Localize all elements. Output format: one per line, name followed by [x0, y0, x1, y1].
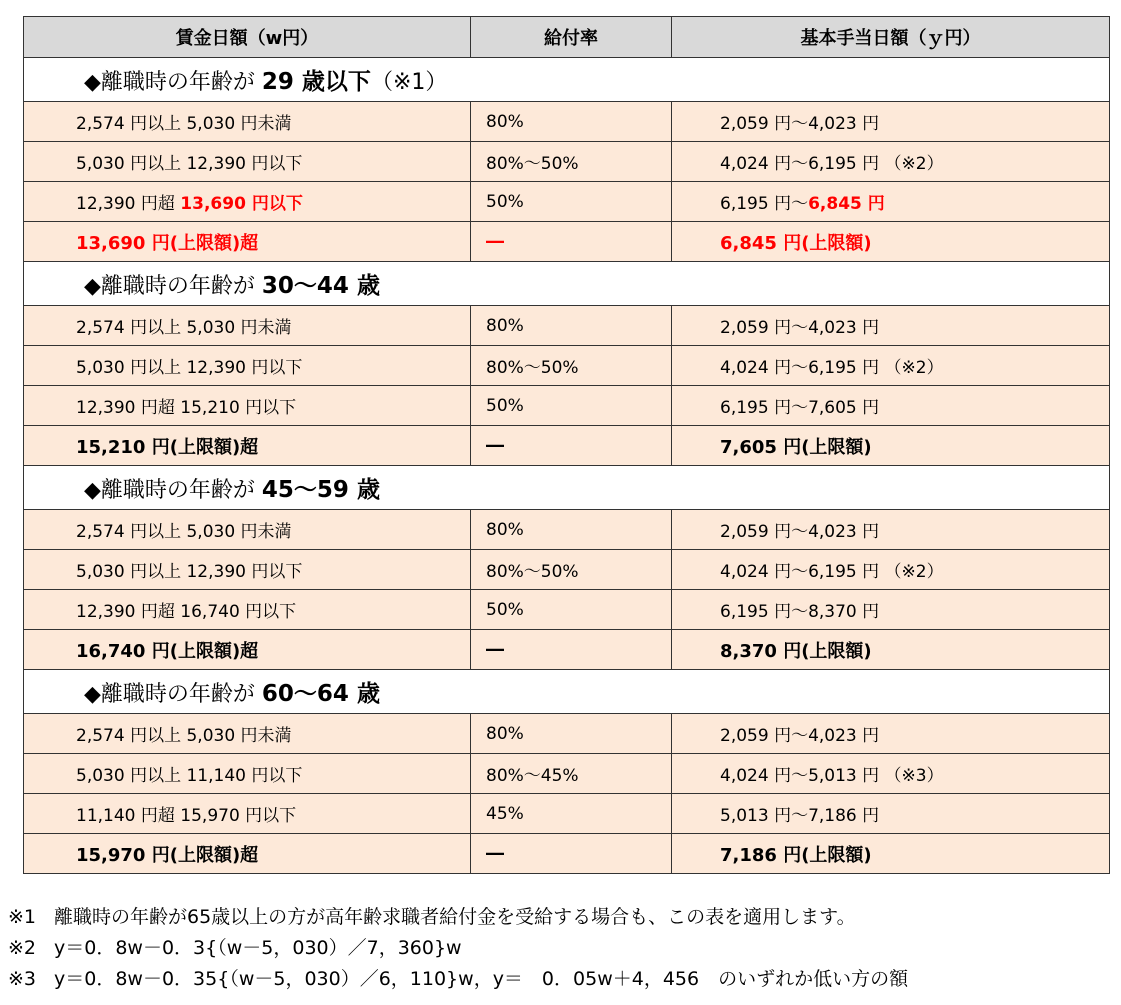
table-row	[24, 794, 1110, 834]
rate-cell: 80%～50%	[471, 142, 672, 182]
rate-cell: ―	[471, 630, 672, 670]
wage-cap-cell: 15,210 円(上限額)超	[24, 426, 471, 466]
footnote-mark: ※1	[8, 906, 37, 928]
header-wage: 賃金日額（w円）	[24, 17, 471, 58]
footnote-text: 離職時の年齢が65歳以上の方が高年齢求職者給付金を受給する場合も、この表を適用します。	[54, 906, 856, 928]
rate-cell: 80%	[471, 510, 672, 550]
footnote-mark: ※3	[8, 968, 37, 990]
cap-row	[24, 222, 1110, 262]
basic-cell	[672, 182, 1110, 222]
footnote-1	[8, 902, 1118, 933]
table-row	[24, 714, 1110, 754]
basic-cell: 4,024 円～6,195 円 （※2）	[672, 346, 1110, 386]
basic-cell: 6,195 円～7,605 円	[672, 386, 1110, 426]
basic-cap-cell: 8,370 円(上限額)	[672, 630, 1110, 670]
table-row	[24, 550, 1110, 590]
section-heading-age-45-59	[24, 466, 1110, 510]
basic-lower: 6,195 円～	[720, 194, 809, 214]
section-heading-age-60-64	[24, 670, 1110, 714]
rate-cell: 45%	[471, 794, 672, 834]
section-age: 30～44 歳	[261, 273, 380, 299]
header-rate: 給付率	[471, 17, 672, 58]
basic-cap-cell: 7,605 円(上限額)	[672, 426, 1110, 466]
section-lead: ◆離職時の年齢が	[84, 478, 262, 503]
table-header-row	[24, 17, 1110, 58]
rate-cell: 50%	[471, 386, 672, 426]
wage-cell: 5,030 円以上 11,140 円以下	[24, 754, 471, 794]
benefit-table	[23, 16, 1110, 874]
table-row	[24, 306, 1110, 346]
footnote-mark: ※2	[8, 937, 37, 959]
basic-cell: 2,059 円～4,023 円	[672, 102, 1110, 142]
cap-row	[24, 426, 1110, 466]
wage-cell: 12,390 円超 16,740 円以下	[24, 590, 471, 630]
footnote-text: y＝0．8w－0．3{（w－5，030）／7，360}w	[54, 937, 462, 959]
rate-cell: 50%	[471, 182, 672, 222]
rate-cell: 80%～45%	[471, 754, 672, 794]
basic-upper-highlight: 6,845 円	[808, 194, 885, 214]
wage-cell	[24, 182, 471, 222]
table-row	[24, 346, 1110, 386]
basic-cap-cell: 6,845 円(上限額)	[672, 222, 1110, 262]
table-row	[24, 386, 1110, 426]
rate-cell: ―	[471, 222, 672, 262]
cap-row	[24, 834, 1110, 874]
wage-cell: 12,390 円超 15,210 円以下	[24, 386, 471, 426]
section-note-ref: （※1）	[370, 70, 448, 95]
wage-cell: 2,574 円以上 5,030 円未満	[24, 714, 471, 754]
table-row	[24, 754, 1110, 794]
basic-cell: 6,195 円～8,370 円	[672, 590, 1110, 630]
footnote-3	[8, 964, 1118, 995]
footnotes	[8, 902, 1118, 995]
footnote-text: y＝0．8w－0．35{（w－5，030）／6，110}w，y＝ 0．05w＋4，456 のいずれか低い方の額	[54, 968, 909, 990]
rate-cell: 80%～50%	[471, 346, 672, 386]
wage-cap-cell: 13,690 円(上限額)超	[24, 222, 471, 262]
section-age: 60～64 歳	[261, 681, 380, 707]
rate-cell: ―	[471, 834, 672, 874]
section-heading-age-29-under	[24, 58, 1110, 102]
rate-cell: 80%	[471, 306, 672, 346]
rate-cell: 80%	[471, 714, 672, 754]
section-lead: ◆離職時の年齢が	[84, 274, 262, 299]
section-heading-age-30-44	[24, 262, 1110, 306]
basic-cell: 5,013 円～7,186 円	[672, 794, 1110, 834]
wage-cell: 2,574 円以上 5,030 円未満	[24, 510, 471, 550]
table-row	[24, 102, 1110, 142]
rate-cell: 80%	[471, 102, 672, 142]
section-age: 45～59 歳	[261, 477, 380, 503]
header-basic: 基本手当日額（ｙ円）	[672, 17, 1110, 58]
basic-cell: 2,059 円～4,023 円	[672, 714, 1110, 754]
wage-upper-highlight: 13,690 円以下	[180, 194, 303, 214]
basic-cell: 4,024 円～6,195 円 （※2）	[672, 550, 1110, 590]
wage-cell: 5,030 円以上 12,390 円以下	[24, 142, 471, 182]
table-row	[24, 590, 1110, 630]
basic-cell: 4,024 円～5,013 円 （※3）	[672, 754, 1110, 794]
wage-cell: 11,140 円超 15,970 円以下	[24, 794, 471, 834]
wage-cell: 2,574 円以上 5,030 円未満	[24, 306, 471, 346]
section-lead: ◆離職時の年齢が	[84, 70, 262, 95]
wage-cap-cell: 15,970 円(上限額)超	[24, 834, 471, 874]
cap-row	[24, 630, 1110, 670]
table-row	[24, 182, 1110, 222]
basic-cell: 2,059 円～4,023 円	[672, 510, 1110, 550]
wage-cell: 5,030 円以上 12,390 円以下	[24, 346, 471, 386]
footnote-2	[8, 933, 1118, 964]
basic-cell: 4,024 円～6,195 円 （※2）	[672, 142, 1110, 182]
rate-cell: 80%～50%	[471, 550, 672, 590]
rate-cell: ―	[471, 426, 672, 466]
basic-cap-cell: 7,186 円(上限額)	[672, 834, 1110, 874]
table-row	[24, 142, 1110, 182]
wage-cell: 5,030 円以上 12,390 円以下	[24, 550, 471, 590]
table-row	[24, 510, 1110, 550]
wage-lower: 12,390 円超	[76, 194, 181, 214]
section-lead: ◆離職時の年齢が	[84, 682, 262, 707]
section-age: 29 歳以下	[261, 69, 371, 95]
wage-cap-cell: 16,740 円(上限額)超	[24, 630, 471, 670]
basic-cell: 2,059 円～4,023 円	[672, 306, 1110, 346]
rate-cell: 50%	[471, 590, 672, 630]
wage-cell: 2,574 円以上 5,030 円未満	[24, 102, 471, 142]
